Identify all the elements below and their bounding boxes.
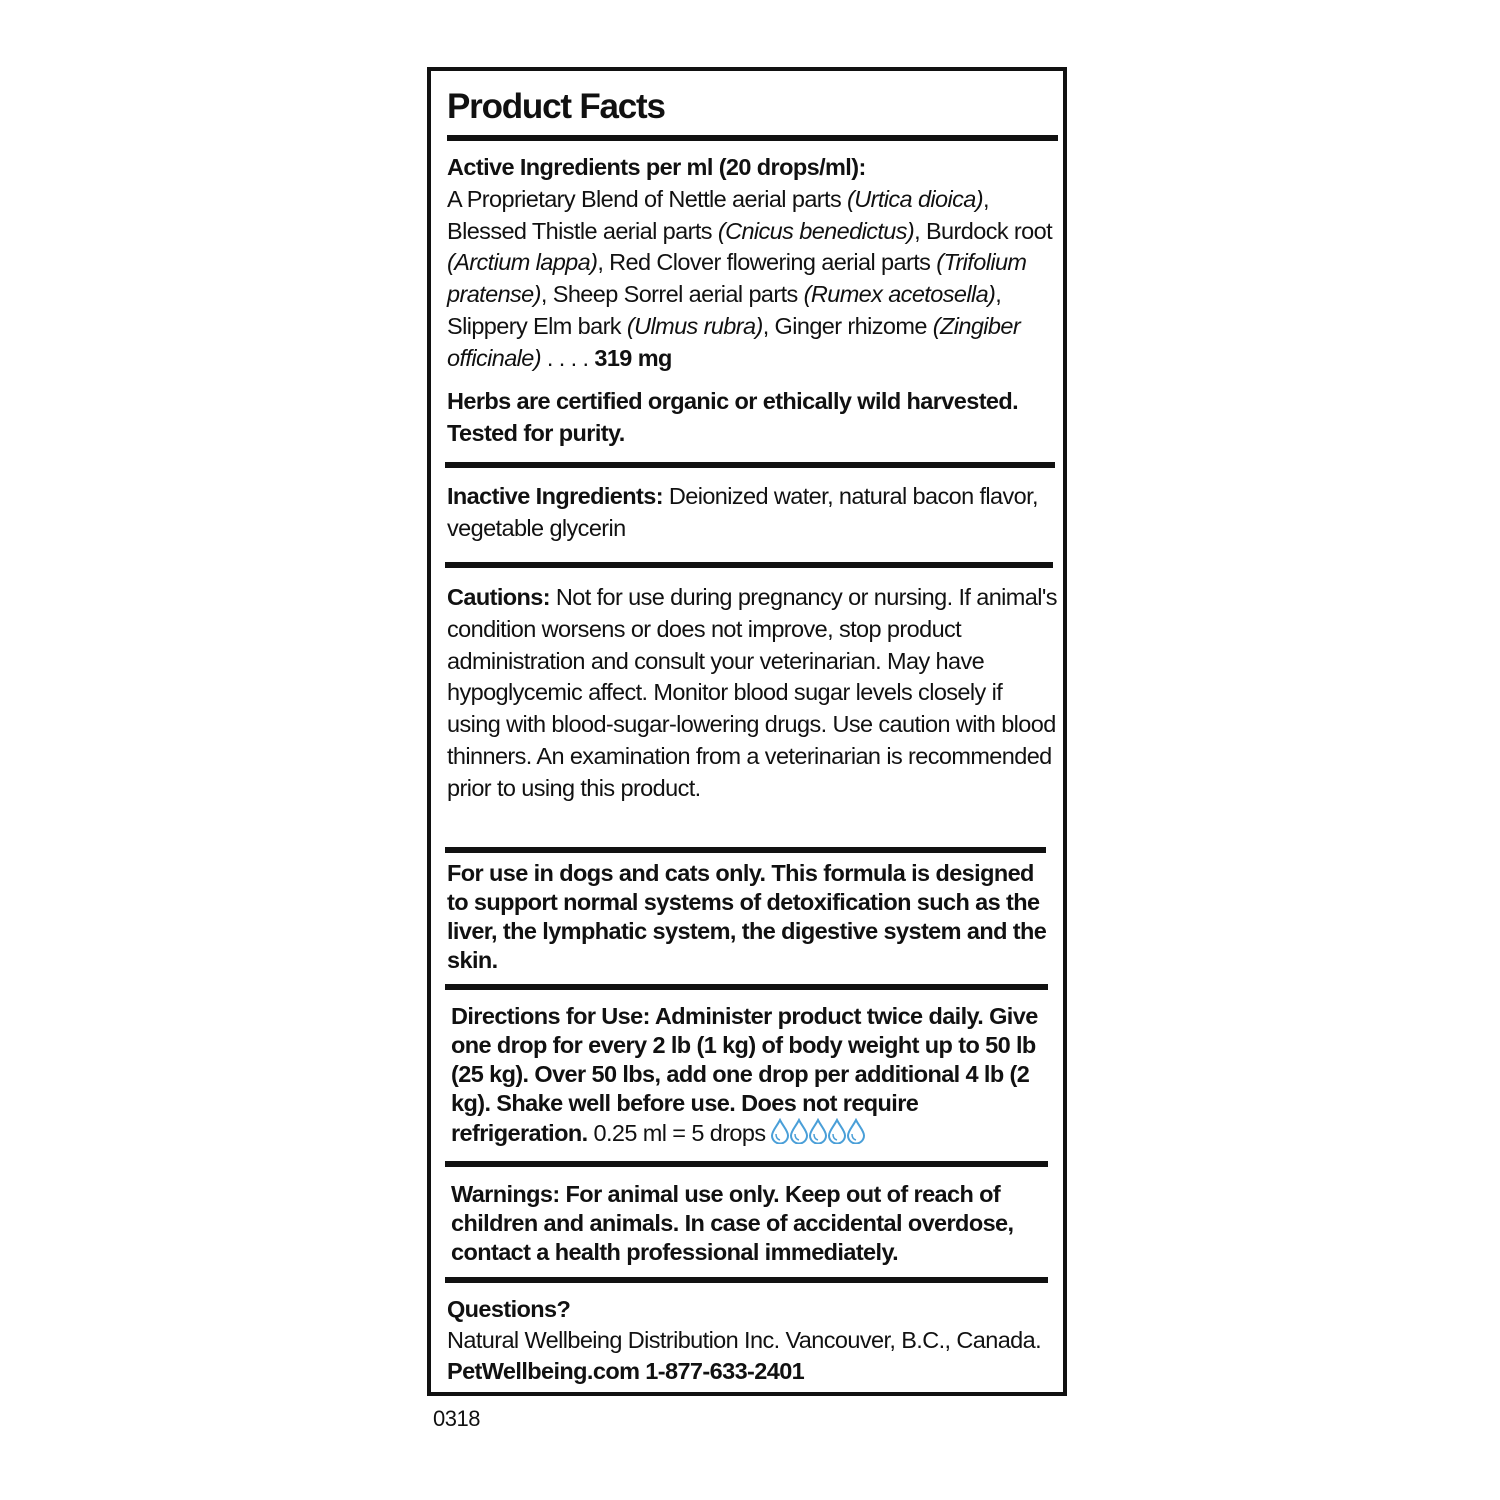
- blend-amount: 319 mg: [594, 344, 672, 371]
- herbs-note: Herbs are certified organic or ethically wild harvested. Tested for purity.: [447, 388, 1019, 446]
- dosage-equivalence: 0.25 ml = 5 drops: [587, 1120, 766, 1146]
- warnings-section: [451, 1180, 1051, 1267]
- cautions-section: [447, 582, 1059, 805]
- panel-title: Product Facts: [447, 87, 665, 126]
- questions-label: Questions?: [447, 1296, 571, 1322]
- ingredient-text: , Ginger rhizome: [762, 312, 933, 339]
- section-divider: [445, 847, 1046, 853]
- scientific-name: (Zingiber officinale): [447, 312, 1021, 371]
- lot-code: 0318: [433, 1406, 480, 1431]
- usage-statement: For use in dogs and cats only. This formula is designed to support normal systems of detoxification such as the liver, the lymphatic system, the digestive system and the skin.: [447, 860, 1047, 973]
- section-divider: [445, 562, 1053, 568]
- warnings-text: For animal use only. Keep out of reach of children and animals. In case of accidental overdose, contact a health professional immediately.: [451, 1181, 1014, 1265]
- ingredient-text: , Red Clover flowering aerial parts: [597, 249, 937, 276]
- ingredient-text: , Blessed Thistle aerial parts: [447, 185, 989, 244]
- scientific-name: (Trifolium pratense): [447, 249, 1027, 308]
- directions-section: [451, 1002, 1051, 1148]
- section-divider: [445, 984, 1048, 990]
- inactive-ingredients-text: Deionized water, natural bacon flavor, vegetable glycerin: [447, 483, 1038, 541]
- ingredient-text: A Proprietary Blend of Nettle aerial parts: [447, 185, 848, 212]
- ingredient-text: , Sheep Sorrel aerial parts: [540, 281, 804, 308]
- ingredient-text: , Slippery Elm bark: [447, 281, 1002, 339]
- cautions-text: Not for use during pregnancy or nursing. If animal's condition worsens or does not improve, stop product administration and consult your veterinarian. May have hypoglycemic affect. Monitor blood sugar levels closely if using with blood-sugar-lowering drugs. Use caution with blood thinners. An examination from a veterinarian is recommended prior to using this product.: [447, 584, 1057, 801]
- title-divider: [447, 135, 1058, 141]
- company-info: Natural Wellbeing Distribution Inc. Vancouver, B.C., Canada.: [447, 1327, 1042, 1353]
- inactive-ingredients-section: [447, 481, 1059, 545]
- directions-text: Directions for Use: Administer product twice daily. Give one drop for every 2 lb (1 kg) of body weight up to 50 lb (25 kg). Over 50 lbs, add one drop per additional 4 lb (2 kg). Shake well before use. Does not require refrigeration.: [451, 1003, 1038, 1146]
- section-divider: [445, 1161, 1048, 1167]
- dot-leader: . . . .: [540, 344, 595, 371]
- questions-section: [447, 1294, 1059, 1387]
- cautions-label: Cautions:: [447, 584, 550, 610]
- scientific-name: (Cnicus benedictus): [717, 217, 915, 244]
- active-ingredients-heading: Active Ingredients per ml (20 drops/ml):: [447, 154, 866, 180]
- scientific-name: (Urtica dioica): [847, 185, 983, 212]
- product-facts-panel: [427, 67, 1067, 1396]
- scientific-name: (Rumex acetosella): [803, 281, 996, 308]
- active-ingredients-section: [447, 152, 1059, 375]
- section-divider: [445, 462, 1055, 468]
- ingredient-text: , Burdock root: [914, 217, 1053, 244]
- scientific-name: (Ulmus rubra): [626, 312, 763, 339]
- contact-info: PetWellbeing.com 1-877-633-2401: [447, 1358, 805, 1384]
- water-drop-icons: [770, 1118, 868, 1144]
- inactive-ingredients-label: Inactive Ingredients:: [447, 483, 663, 509]
- warnings-label: Warnings:: [451, 1181, 560, 1207]
- section-divider: [445, 1277, 1048, 1283]
- scientific-name: (Arctium lappa): [447, 249, 598, 276]
